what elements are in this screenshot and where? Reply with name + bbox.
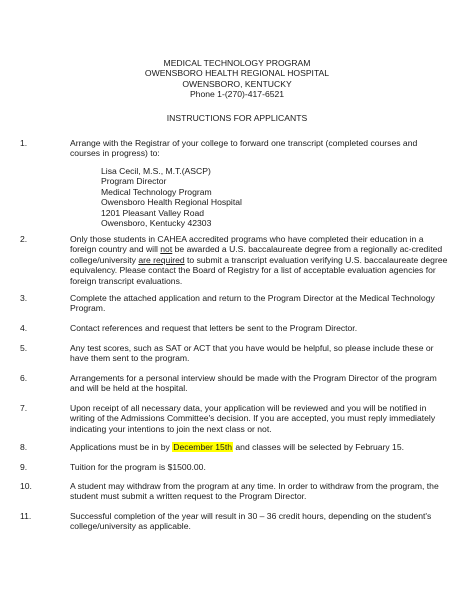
document-header	[0, 58, 474, 100]
item-text: Arrangements for a personal interview should be made with the Program Director of the program and will be held at the hospital.	[70, 373, 437, 394]
item-text: Arrange with the Registrar of your college to forward one transcript (completed courses and courses in progress) to:	[70, 138, 418, 159]
underlined-text: not	[160, 244, 173, 255]
item-number: 3.	[20, 293, 28, 303]
header-hospital-name: OWENSBORO HEALTH REGIONAL HOSPITAL	[144, 68, 330, 79]
header-program-name: MEDICAL TECHNOLOGY PROGRAM	[163, 58, 311, 68]
item-text-part: Only those students in CAHEA accredited programs who have completed their education in a foreign country and will	[70, 234, 424, 255]
address-contact-name: Lisa Cecil, M.S., M.T.(ASCP)	[101, 166, 211, 176]
item-number: 8.	[20, 442, 28, 452]
item-number: 2.	[20, 234, 28, 244]
header-phone: Phone 1-(270)-417-6521	[189, 89, 285, 100]
item-text-part: be awarded a U.S. baccalaureate degree from a regionally ac-credited college/university	[70, 244, 443, 265]
item-text	[70, 442, 448, 452]
address-street: 1201 Pleasant Valley Road	[101, 207, 205, 218]
item-text: Any test scores, such as SAT or ACT that you have would be helpful, so please include these or have them sent to the program.	[70, 343, 434, 364]
underlined-text: are required	[138, 254, 185, 265]
page-title: INSTRUCTIONS FOR APPLICANTS	[166, 113, 308, 123]
item-text: Successful completion of the year will result in 30 – 36 credit hours, depending on the student's college/university as applicable.	[70, 511, 432, 532]
highlighted-deadline: December 15th	[173, 442, 232, 452]
item-number: 7.	[20, 403, 28, 413]
item-text	[70, 234, 448, 286]
item-number: 1.	[20, 138, 28, 148]
item-number: 10.	[20, 481, 32, 491]
mailing-address	[101, 166, 242, 228]
item-text: Contact references and request that letters be sent to the Program Director.	[70, 323, 358, 333]
item-text-part: to submit a transcript evaluation verifying U.S. baccalaureate degree equivalency. Please contact the Board of Registry for a list of acceptable evaluation agencies for foreign transcript evaluations.	[70, 254, 448, 286]
address-hospital: Owensboro Health Regional Hospital	[101, 197, 242, 208]
item-text: A student may withdraw from the program at any time. In order to withdraw from the program, the student must submit a written request to the Program Director.	[70, 481, 439, 502]
item-text: Complete the attached application and return to the Program Director at the Medical Technology Program.	[70, 293, 435, 314]
item-number: 4.	[20, 323, 28, 333]
item-number: 11.	[20, 511, 32, 521]
item-text: Tuition for the program is $1500.00.	[70, 462, 206, 472]
address-program: Medical Technology Program	[101, 186, 212, 197]
address-title: Program Director	[101, 176, 167, 187]
address-city: Owensboro, Kentucky 42303	[101, 217, 212, 228]
item-text-part: and classes will be selected by February 15.	[233, 442, 405, 452]
item-text: Upon receipt of all necessary data, your application will be reviewed and you will be notified in writing of the Admissions Committee's decision. If you are accepted, you must reply immediately indicating your intentions to join the next class or not.	[70, 403, 436, 434]
item-number: 6.	[20, 373, 28, 383]
item-text-part: Applications must be in by	[70, 442, 173, 452]
item-number: 5.	[20, 343, 28, 353]
item-number: 9.	[20, 462, 28, 472]
header-location: OWENSBORO, KENTUCKY	[182, 78, 292, 89]
